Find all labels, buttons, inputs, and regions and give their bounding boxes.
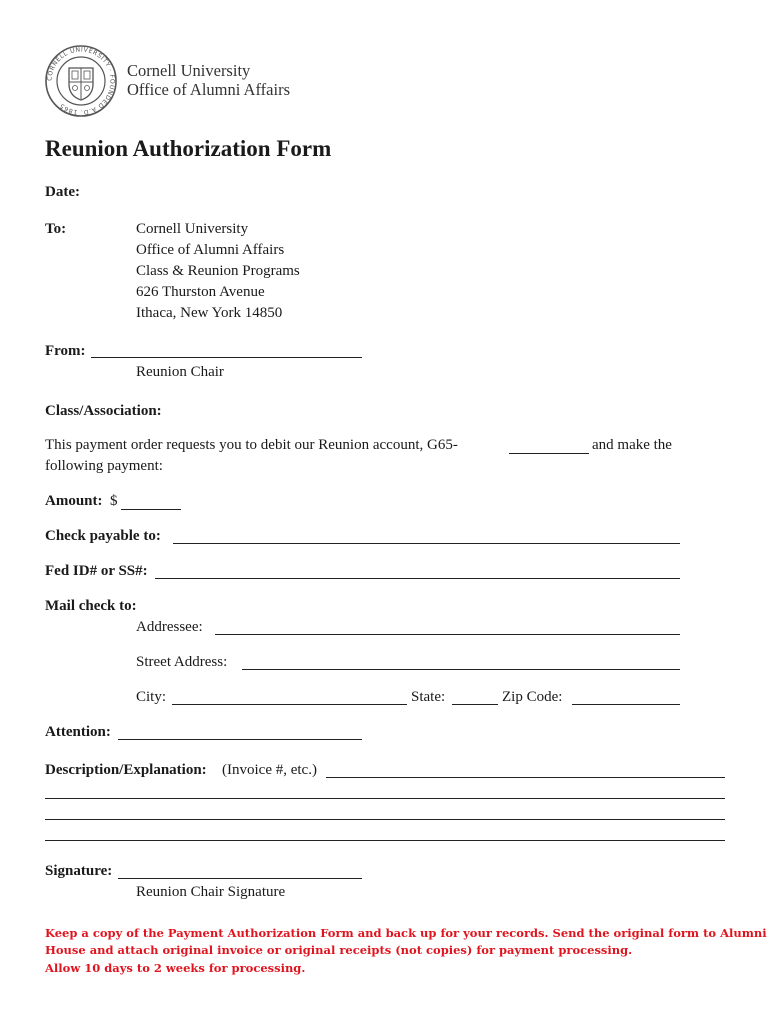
addressee-label: Addressee: xyxy=(136,619,203,635)
date-label: Date: xyxy=(45,184,80,200)
state-field[interactable] xyxy=(452,704,498,705)
processing-notice-line: Keep a copy of the Payment Authorization Form and back up for your records. Send the original form to Alumni xyxy=(45,926,767,940)
zip-code-label: Zip Code: xyxy=(502,689,563,705)
signature-field[interactable] xyxy=(118,878,362,879)
description-field[interactable] xyxy=(326,777,725,778)
street-address-field[interactable] xyxy=(242,669,680,670)
svg-text:CORNELL UNIVERSITY · FOUNDED A: CORNELL UNIVERSITY · FOUNDED A.D. 1865 xyxy=(46,46,116,116)
address-line: Office of Alumni Affairs xyxy=(136,242,285,258)
amount-label: Amount: xyxy=(45,493,103,509)
fed-id-field[interactable] xyxy=(155,578,680,579)
address-line: 626 Thurston Avenue xyxy=(136,284,265,300)
zip-code-field[interactable] xyxy=(572,704,680,705)
attention-field[interactable] xyxy=(118,739,362,740)
description-label: Description/Explanation: xyxy=(45,762,207,778)
description-field-line[interactable] xyxy=(45,840,725,841)
from-sublabel: Reunion Chair xyxy=(136,364,224,380)
processing-notice-line: Allow 10 days to 2 weeks for processing. xyxy=(45,961,306,975)
city-field[interactable] xyxy=(172,704,407,705)
check-payable-label: Check payable to: xyxy=(45,528,161,544)
cornell-seal-logo xyxy=(44,44,118,118)
header-office-name: Office of Alumni Affairs xyxy=(127,80,290,99)
address-line: Ithaca, New York 14850 xyxy=(136,305,283,321)
city-label: City: xyxy=(136,689,167,705)
header-org-name: Cornell University xyxy=(127,61,251,80)
class-association-label: Class/Association: xyxy=(45,403,162,419)
description-hint: (Invoice #, etc.) xyxy=(222,762,317,778)
address-line: Class & Reunion Programs xyxy=(136,263,300,279)
from-field[interactable] xyxy=(91,357,362,358)
amount-currency: $ xyxy=(110,493,118,509)
signature-label: Signature: xyxy=(45,863,113,879)
fed-id-label: Fed ID# or SS#: xyxy=(45,563,148,579)
address-line: Cornell University xyxy=(136,221,249,237)
form-title: Reunion Authorization Form xyxy=(45,136,332,161)
payment-text-cont: and make the xyxy=(592,437,672,453)
processing-notice-line: House and attach original invoice or original receipts (not copies) for payment processing. xyxy=(45,943,633,957)
addressee-field[interactable] xyxy=(215,634,680,635)
street-address-label: Street Address: xyxy=(136,654,228,670)
attention-label: Attention: xyxy=(45,724,111,740)
from-label: From: xyxy=(45,343,86,359)
state-label: State: xyxy=(411,689,446,705)
payment-text: This payment order requests you to debit our Reunion account, G65- xyxy=(45,437,458,453)
account-number-field[interactable] xyxy=(509,453,589,454)
payment-text-line2: following payment: xyxy=(45,458,163,474)
to-label: To: xyxy=(45,221,67,237)
mail-check-label: Mail check to: xyxy=(45,598,137,614)
description-field-line[interactable] xyxy=(45,798,725,799)
description-field-line[interactable] xyxy=(45,819,725,820)
amount-field[interactable] xyxy=(121,509,181,510)
check-payable-field[interactable] xyxy=(173,543,680,544)
signature-sublabel: Reunion Chair Signature xyxy=(136,884,286,900)
